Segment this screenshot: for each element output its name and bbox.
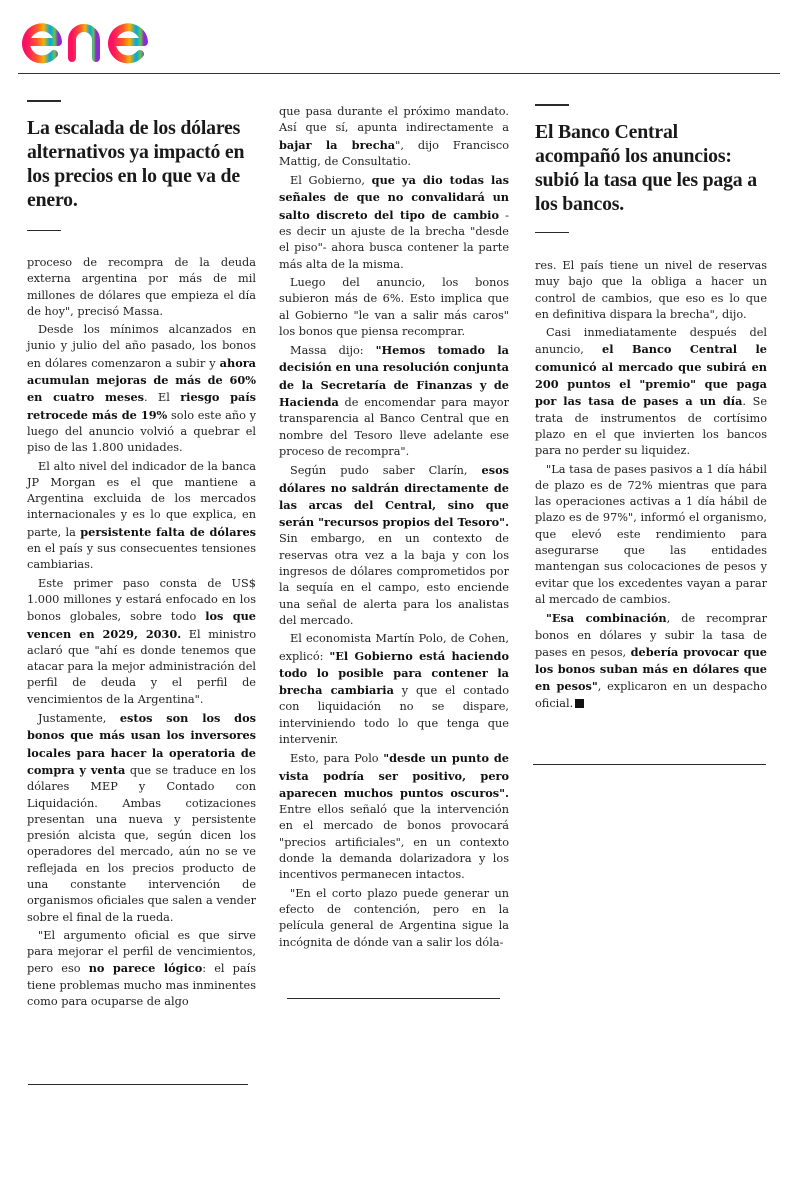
bold-run: bajar la brecha — [279, 137, 396, 152]
text-run: El ministro aclaró que "ahí es donde tenemos que atacar para la mejor administración del perfil de deuda y el perfil de vencimientos de la Argentina". — [27, 627, 256, 706]
right-headline: El Banco Central acompañó los anuncios: subió la tasa que les paga a los bancos. — [535, 121, 757, 215]
text-run: El alto nivel del indicador de la banca JP Morgan es el que mantiene a Argentina excluida de los mercados internacionales y es lo que explica, en parte, la — [27, 459, 256, 539]
text-run: El economista Martín Polo, de Cohen, explicó: — [279, 632, 509, 663]
text-run: Luego del anuncio, los bonos subieron más de 6%. Esto implica que al Gobierno "le van a salir más caros" los bonos que piensa recomprar. — [279, 275, 509, 338]
text-run: . El — [144, 391, 181, 405]
paragraph — [279, 172, 509, 273]
text-run: Casi inmediatamente después del anuncio, — [535, 326, 767, 357]
column-end-rule — [287, 998, 500, 999]
text-run: de encomendar para mayor transparencia al Banco Central que en nombre del Tesoro lleve adelante ese proceso de recompra". — [279, 396, 509, 458]
text-run: proceso de recompra de la deuda externa argentina por más de mil millones de dólares que empieza el día de hoy", precisó Massa. — [27, 256, 256, 318]
paragraph — [279, 462, 509, 629]
left-column-text — [27, 255, 256, 1012]
bold-run: riesgo país retrocede más de 19% — [27, 390, 257, 422]
text-run: Según pudo saber Clarín, — [290, 464, 482, 478]
text-run: Desde los mínimos alcanzados en junio y julio del año pasado, los bonos en dólares comenzaron a subir y — [27, 323, 256, 370]
text-run: Justamente, — [38, 712, 120, 726]
headline-rule-bottom — [27, 230, 61, 231]
bold-run: no parece lógico — [88, 961, 203, 976]
text-run: - es decir un ajuste de la brecha "desde el piso"- ahora busca contener la parte más alta de la misma. — [279, 208, 509, 271]
text-run: "El argumento oficial es que sirve para mejorar el perfil de vencimientos, pero eso — [27, 928, 256, 976]
text-run: , de recomprar bonos en dólares y subir la tasa de pases en pesos, — [535, 612, 767, 659]
headline-rule-bottom — [535, 232, 569, 233]
text-run: Esto, para Polo — [290, 752, 384, 766]
text-run: res. El país tiene un nivel de reservas muy bajo que la obliga a hacer un control de cambios, que eso es lo que en definitiva dispara la brecha", dijo. — [535, 259, 767, 321]
text-run: que pasa durante el próximo mandato. Así que sí, apunta indirectamente a — [279, 105, 509, 135]
paragraph — [535, 610, 767, 712]
text-run: en el país y sus consecuentes tensiones cambiarias. — [27, 542, 256, 572]
paragraph — [279, 104, 509, 170]
headline-rule-top — [535, 104, 569, 106]
paragraph — [279, 275, 509, 340]
bold-run: "Esa combinación — [546, 611, 667, 626]
bold-run: debería provocar que los bonos suban más en dólares que en pesos" — [535, 644, 767, 694]
paragraph — [27, 710, 256, 926]
column-end-rule — [28, 1084, 248, 1085]
paragraph — [27, 928, 256, 1010]
paragraph — [27, 322, 256, 456]
text-run: , explicaron en un despacho oficial. — [535, 680, 768, 710]
enel-logo — [18, 10, 178, 66]
bold-run: esos dólares no saldrán directamente de las arcas del Central, sino que serán "recursos propios del Tesoro". — [279, 463, 509, 530]
bold-run: el Banco Central le comunicó al mercado que subirá en 200 puntos el "premio" que paga por las tasa de pases a un día — [535, 342, 767, 409]
text-run: "En el corto plazo puede generar un efecto de contención, pero en la película general de Argentina sigue la incógnita de dónde van a salir los dóla- — [279, 886, 509, 949]
text-run: : el país tiene problemas mucho mas inminentes como para ocuparse de algo — [27, 962, 257, 1009]
bold-run: "desde un punto de vista podría ser positivo, pero aparecen muchos puntos oscuros". — [279, 751, 509, 800]
text-run: . Se trata de instrumentos de cortísimo plazo en el que invierten los bancos para no perder su liquidez. — [535, 395, 768, 458]
paragraph — [27, 459, 256, 574]
column-end-rule — [533, 764, 766, 765]
end-of-article-mark — [575, 699, 584, 708]
paragraph — [27, 576, 256, 708]
paragraph — [27, 255, 256, 320]
bold-run: los que vencen en 2029, 2030. — [27, 609, 256, 641]
text-run: Entre ellos señaló que la intervención en el mercado de bonos provocará "precios artificiales", en un contexto donde la demanda dolarizadora y los incentivos permanecen intactos. — [279, 803, 509, 882]
text-run: "La tasa de pases pasivos a 1 día hábil de plazo es de 72% mientras que para las operaciones activas a 1 día hábil de plazo es de 97%", informó el organismo, que elevó este rendimiento para asegurarse que las entidades mantengan sus colocaciones de pesos y evitar que los excedentes vayan a parar al mercado de cambios. — [535, 462, 767, 606]
text-run: ", dijo Francisco Mattig, de Consultatio. — [279, 138, 509, 168]
bold-run: "El Gobierno está haciendo todo lo posible para contener la brecha cambiaria — [279, 648, 509, 698]
paragraph — [535, 258, 767, 323]
headline-rule-top — [27, 100, 61, 102]
paragraph — [279, 750, 509, 883]
left-headline: La escalada de los dólares alternativos ya impactó en los precios en lo que va de enero. — [27, 117, 245, 211]
paragraph — [535, 325, 767, 459]
text-run: que se traduce en los dólares MEP y Contado con Liquidación. Ambas cotizaciones presentan una nueva y persistente presión alcista que, según dicen los operadores del mercado, aún no se ve reflejada en los precios producto de una constante intervención de organismos oficiales que salen a vender sobre el final de la rueda. — [27, 763, 256, 924]
middle-column-text — [279, 104, 509, 953]
bold-run: persistente falta de dólares — [80, 524, 257, 539]
paragraph — [535, 462, 767, 609]
text-run: solo este año y luego del anuncio volvió a quebrar el piso de las 1.800 unidades. — [27, 408, 256, 455]
text-run: Massa dijo: — [290, 344, 376, 358]
bold-run: "Hemos tomado la decisión en una resolución conjunta de la Secretaría de Finanzas y de Hacienda — [279, 343, 509, 410]
bold-run: estos son los dos bonos que más usan los inversores locales para hacer la operatoria de compra y venta — [27, 711, 256, 777]
paragraph — [279, 342, 509, 460]
text-run: El Gobierno, — [290, 174, 372, 188]
bold-run: que ya dio todas las señales de que no convalidará un salto discreto del tipo de cambio — [279, 173, 510, 222]
text-run: y que el contado con liquidación no se dispare, interviniendo todo lo que tenga que intervenir. — [279, 684, 510, 746]
header-rule — [18, 73, 780, 74]
paragraph — [279, 631, 509, 748]
bold-run: ahora acumulan mejoras de más de 60% en cuatro meses — [27, 355, 256, 405]
paragraph — [279, 886, 509, 951]
text-run: Este primer paso consta de US$ 1.000 millones y estará enfocado en los bonos globales, sobre todo — [27, 576, 256, 624]
text-run: Sin embargo, en un contexto de reservas otra vez a la baja y con los ingresos de dólares comprometidos por la sequía en el campo, esto enciende una señal de alerta para los analistas del mercado. — [279, 532, 509, 627]
right-column-text — [535, 258, 767, 714]
